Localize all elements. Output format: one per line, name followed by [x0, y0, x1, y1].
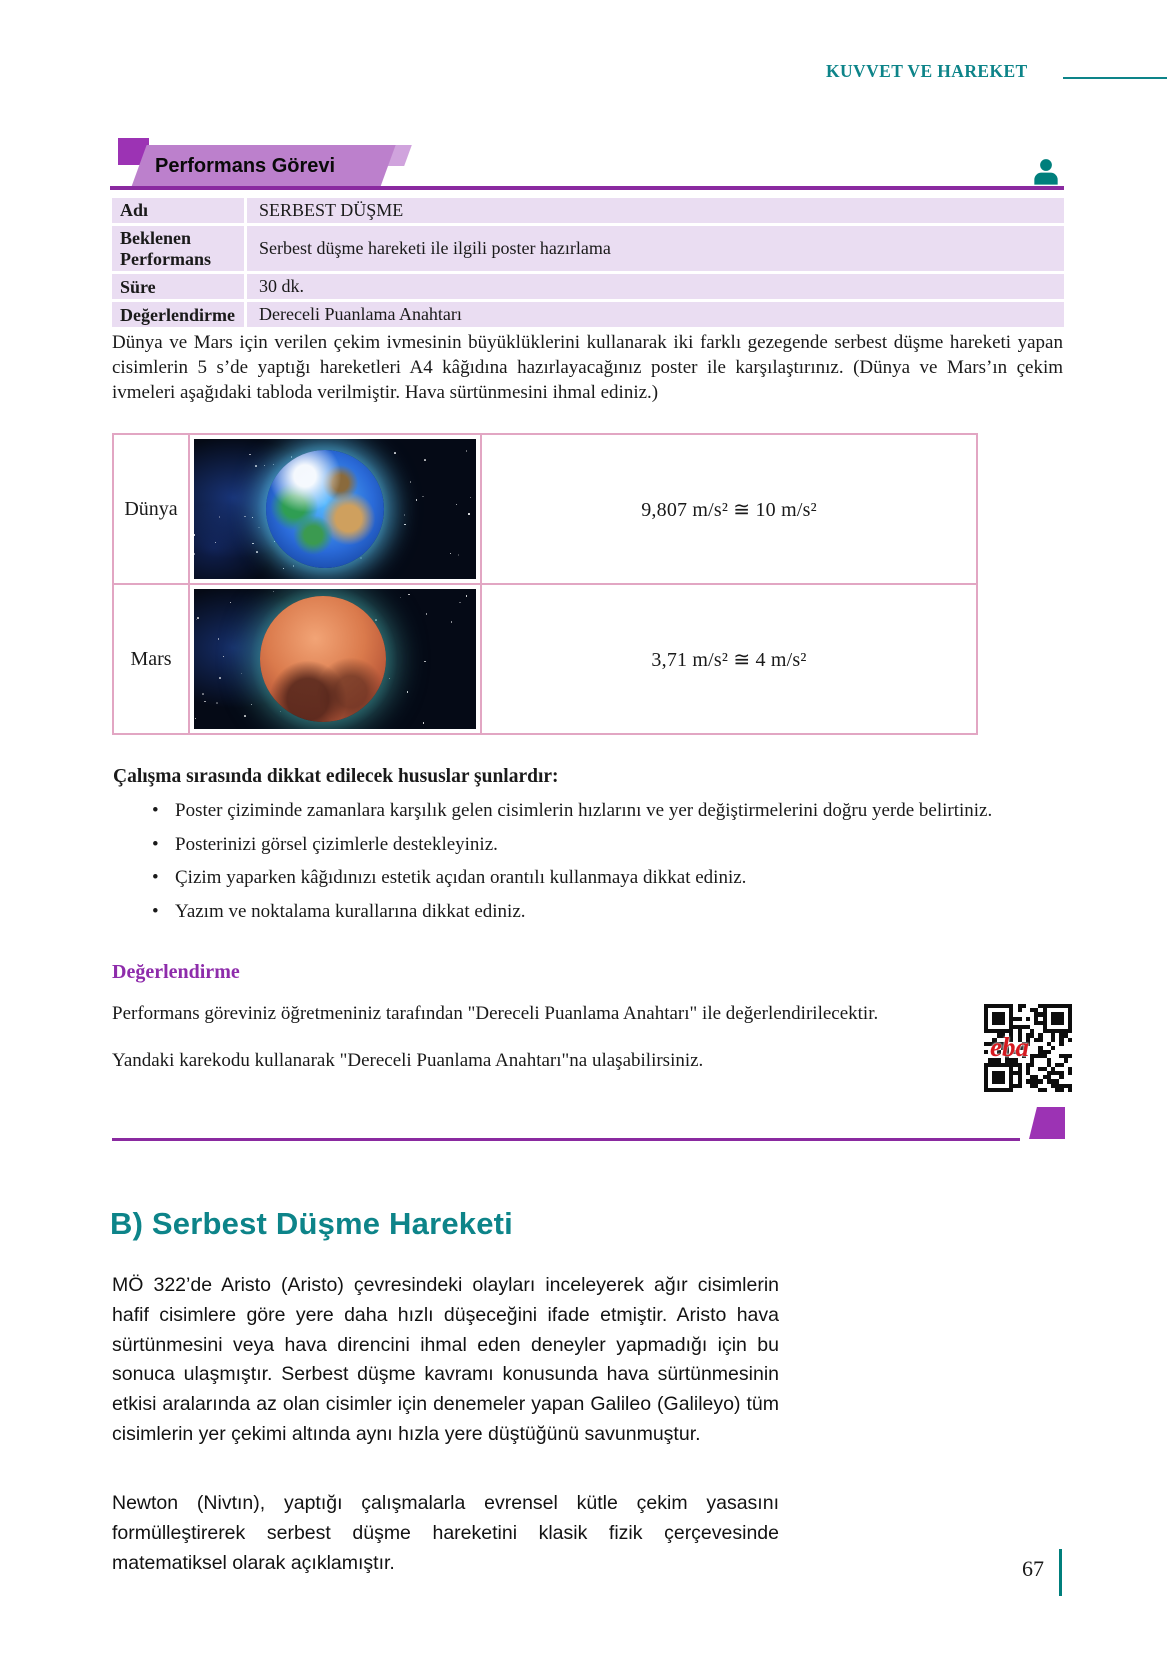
- chapter-title-rule: [1063, 77, 1167, 79]
- gravity-table: [112, 433, 978, 735]
- section-end-rule: [112, 1138, 1020, 1141]
- task-table-value: 30 dk.: [247, 274, 1064, 299]
- section-paragraph: MÖ 322’de Aristo (Aristo) çevresindeki olayları inceleyerek ağır cisimlerin hafif cisimlere göre yere daha hızlı düşeceğini ifade etmiştir. Aristo hava sürtünmesini veya hava direncini ihmal eden deneyler yapmadığı için bu sonuca ulaşmıştır. Serbest düşme kavramı konusunda hava sürtünmesinin etkisi aralarında az olan cisimler için denemeler yapan Galileo (Galileyo) tüm cisimlerin yer çekimi altında aynı hızla yere düştüğünü savunmuştur.: [112, 1274, 779, 1446]
- task-table-value: Dereceli Puanlama Anahtarı: [247, 302, 1064, 327]
- bullet-item: • Posterinizi görsel çizimlerle destekleyiniz.: [112, 833, 1064, 858]
- gravity-value-mars: 3,71 m/s² ≅ 4 m/s²: [482, 585, 976, 733]
- section-paragraph: Newton (Nivtın), yaptığı çalışmalarla evrensel kütle çekim yasasını formülleştirerek serbest düşme hareketini klasik fizik çerçevesinde matematiksel olarak açıklamıştır.: [112, 1492, 779, 1574]
- earth-image-cell: [190, 435, 480, 583]
- bullet-item: • Poster çiziminde zamanlara karşılık gelen cisimlerin hızlarını ve yer değiştirmelerini doğru yerde belirtiniz.: [112, 799, 1064, 824]
- task-table-value: SERBEST DÜŞME: [247, 198, 1064, 223]
- task-table-label: Adı: [112, 198, 244, 223]
- task-table-label: Değerlendirme: [112, 302, 244, 327]
- task-table-value: Serbest düşme hareketi ile ilgili poster hazırlama: [247, 226, 1064, 271]
- mars-photo: [194, 589, 476, 729]
- earth-planet-icon: [266, 450, 384, 568]
- mars-planet-icon: [260, 596, 386, 722]
- person-icon: [1032, 158, 1060, 187]
- notes-bullet-list: [112, 799, 1064, 934]
- planet-name-mars: Mars: [114, 585, 188, 733]
- performance-task-banner: [131, 145, 395, 187]
- gravity-value-earth: 9,807 m/s² ≅ 10 m/s²: [482, 435, 976, 583]
- section-end-shape: [1029, 1107, 1065, 1139]
- banner-title: Performans Görevi: [155, 155, 336, 177]
- task-info-table: [112, 198, 1064, 327]
- chapter-title: KUVVET VE HAREKET: [826, 61, 1028, 81]
- task-table-label: Süre: [112, 274, 244, 299]
- task-table-label: Beklenen Performans: [112, 226, 244, 271]
- bullet-item: • Yazım ve noktalama kurallarına dikkat ediniz.: [112, 900, 1064, 925]
- evaluation-paragraph: Performans göreviniz öğretmeniniz tarafından "Dereceli Puanlama Anahtarı" ile değerlendirilecektir.: [112, 1003, 879, 1024]
- evaluation-paragraph: Yandaki karekodu kullanarak "Dereceli Puanlama Anahtarı"na ulaşabilirsiniz.: [112, 1050, 704, 1071]
- planet-name-earth: Dünya: [114, 435, 188, 583]
- notes-heading: Çalışma sırasında dikkat edilecek hususlar şunlardır:: [113, 766, 559, 787]
- bullet-item: • Çizim yaparken kâğıdınızı estetik açıdan orantılı kullanmaya dikkat ediniz.: [112, 866, 1064, 891]
- page-number-bar: [1059, 1549, 1062, 1596]
- page-number: 67: [1022, 1556, 1044, 1581]
- intro-paragraph: Dünya ve Mars için verilen çekim ivmesinin büyüklüklerini kullanarak iki farklı gezegende serbest düşme hareketi yapan cisimlerin 5 s’de yaptığı hareketleri A4 kâğıdına hazırlayacağınız poster ile karşılaştırınız. (Dünya ve Mars’ın çekim ivmeleri aşağıdaki tabloda verilmiştir. Hava sürtünmesini ihmal ediniz.): [112, 332, 1063, 404]
- earth-photo: [194, 439, 476, 579]
- eba-logo: eba: [990, 1032, 1029, 1062]
- banner-rule: [110, 186, 1064, 190]
- section-heading: B) Serbest Düşme Hareketi: [110, 1206, 513, 1241]
- evaluation-heading: Değerlendirme: [112, 961, 240, 983]
- mars-image-cell: [190, 585, 480, 733]
